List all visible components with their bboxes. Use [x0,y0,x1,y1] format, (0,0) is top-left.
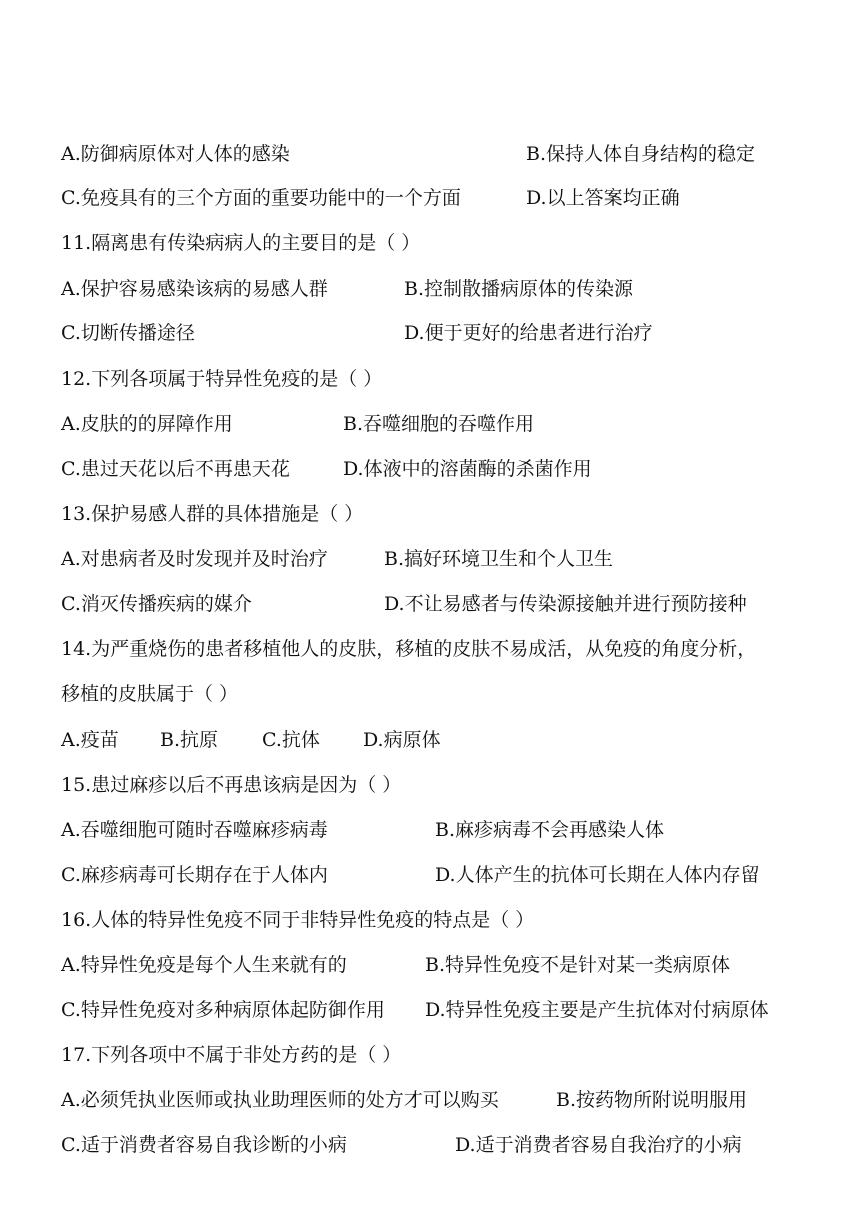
q16-option-a: A.特异性免疫是每个人生来就有的 [61,954,347,976]
q13-option-d: D.不让易感者与传染源接触并进行预防接种 [384,593,747,615]
q15-stem-text: 15.患过麻疹以后不再患该病是因为（ ） [61,774,402,796]
q12-option-d: D.体液中的溶菌酶的杀菌作用 [343,458,592,480]
q14-stem-line2 [61,682,238,706]
q14-option-b: B.抗原 [160,729,219,751]
q13-stem-text: 13.保护易感人群的具体措施是（ ） [61,503,364,525]
q10-option-d: D.以上答案均正确 [526,187,680,209]
q14-stem-text-2: 移植的皮肤属于（ ） [61,683,239,705]
q12-stem [61,367,382,391]
q15-option-b: B.麻疹病毒不会再感染人体 [435,819,665,841]
q15-option-a: A.吞噬细胞可随时吞噬麻疹病毒 [61,819,328,841]
q11-option-a: A.保护容易感染该病的易感人群 [61,278,328,300]
q10-option-b: B.保持人体自身结构的稳定 [526,143,756,165]
q17-option-b: B.按药物所附说明服用 [556,1089,748,1111]
q14-stem-line1 [61,637,756,661]
q14-stem-text-1: 14.为严重烧伤的患者移植他人的皮肤，移植的皮肤不易成活，从免疫的角度分析， [61,638,757,660]
q11-option-b: B.控制散播病原体的传染源 [404,278,634,300]
q11-option-d: D.便于更好的给患者进行治疗 [404,322,653,344]
q14-option-d: D.病原体 [363,729,441,751]
q12-option-a: A.皮肤的的屏障作用 [61,413,233,435]
q15-option-c: C.麻疹病毒可长期存在于人体内 [61,864,328,886]
q16-stem [61,908,534,932]
q11-stem [61,231,420,255]
q13-option-a: A.对患病者及时发现并及时治疗 [61,548,328,570]
q17-stem-text: 17.下列各项中不属于非处方药的是（ ） [61,1044,402,1066]
q16-option-d: D.特异性免疫主要是产生抗体对付病原体 [425,999,769,1021]
q10-option-c: C.免疫具有的三个方面的重要功能中的一个方面 [61,187,461,209]
q16-stem-text: 16.人体的特异性免疫不同于非特异性免疫的特点是（ ） [61,909,535,931]
q15-stem [61,773,401,797]
q11-option-c: C.切断传播途径 [61,322,195,344]
q13-stem [61,502,363,526]
q12-stem-text: 12.下列各项属于特异性免疫的是（ ） [61,368,383,390]
q10-option-a: A.防御病原体对人体的感染 [61,143,290,165]
q17-stem [61,1043,401,1067]
q15-option-d: D.人体产生的抗体可长期在人体内存留 [435,864,760,886]
q13-option-c: C.消灭传播疾病的媒介 [61,593,252,615]
q14-option-c: C.抗体 [262,729,320,751]
q13-option-b: B.搞好环境卫生和个人卫生 [384,548,614,570]
q17-option-d: D.适于消费者容易自我治疗的小病 [455,1134,742,1156]
q16-option-c: C.特异性免疫对多种病原体起防御作用 [61,999,385,1021]
q14-option-a: A.疫苗 [61,729,119,751]
q17-option-c: C.适于消费者容易自我诊断的小病 [61,1134,347,1156]
q17-option-a: A.必须凭执业医师或执业助理医师的处方才可以购买 [61,1089,499,1111]
q16-option-b: B.特异性免疫不是针对某一类病原体 [425,954,731,976]
q12-option-c: C.患过天花以后不再患天花 [61,458,290,480]
q11-stem-text: 11.隔离患有传染病病人的主要目的是（ ） [61,232,421,254]
q12-option-b: B.吞噬细胞的吞噬作用 [343,413,535,435]
